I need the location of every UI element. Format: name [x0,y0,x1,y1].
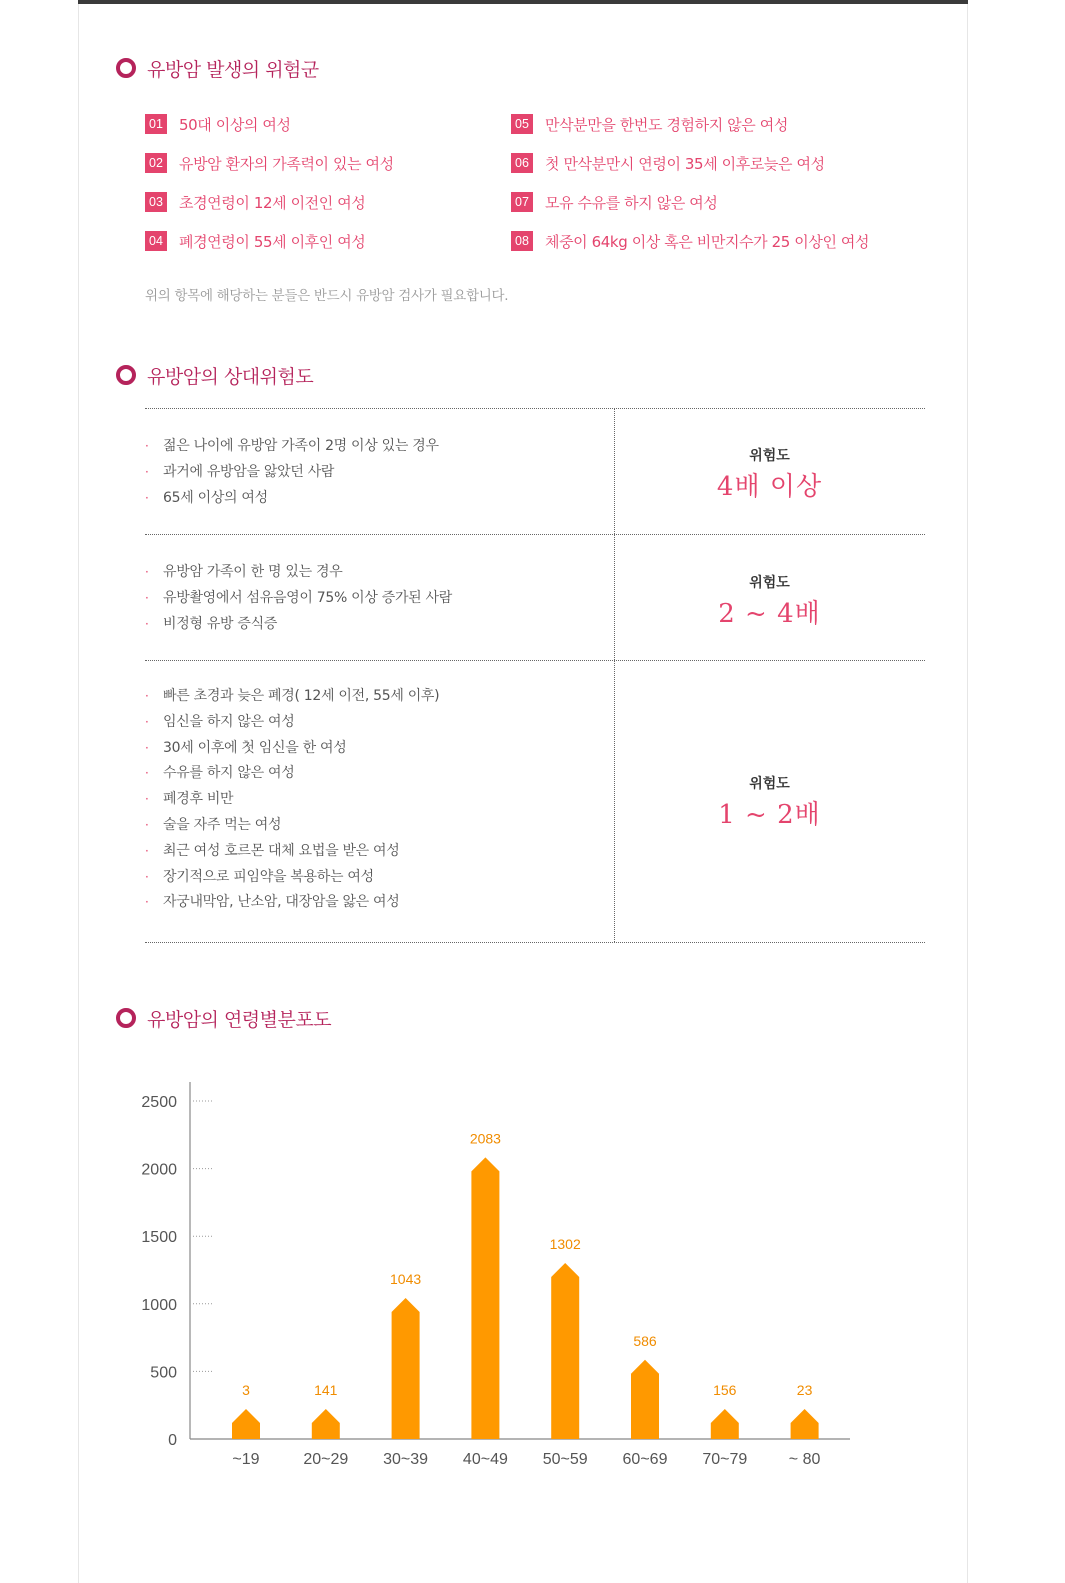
ring-bullet-icon [116,58,136,78]
bar [471,1157,499,1439]
risk-level [614,572,925,630]
y-tick-label: 0 [168,1432,177,1449]
ring-bullet-icon [116,365,136,385]
bar [232,1409,260,1439]
x-tick-label: 40~49 [462,1451,508,1468]
risk-factor-text: 젊은 나이에 유방암 가족이 2명 이상 있는 경우 [163,438,439,454]
x-tick-label: 20~29 [303,1451,349,1468]
risk-group-text: 모유 수유를 하지 않은 여성 [545,193,718,212]
section-title-age-distribution [116,1005,331,1031]
risk-group-number: 04 [145,231,167,251]
risk-level [614,773,925,831]
risk-level-value: 4배 이상 [716,472,823,502]
risk-factor-text: 임신을 하지 않은 여성 [163,713,295,730]
risk-group-item [145,230,365,252]
risk-factor-item [145,560,452,586]
top-bar [78,0,968,4]
x-tick-label: ~ 80 [788,1451,821,1468]
risk-level [614,445,925,503]
bar [312,1409,340,1439]
risk-factor-item [145,434,439,460]
risk-factor-list [145,684,439,916]
bullet-icon: · [145,895,149,910]
bullet-icon: · [145,616,149,631]
data-label: 3 [242,1382,250,1398]
risk-factor-text: 비정형 유방 증식증 [163,615,278,632]
risk-factor-item [145,684,439,710]
bullet-icon: · [145,792,149,807]
risk-factor-item [145,486,439,512]
risk-group-item [145,113,291,135]
risk-group-text: 첫 만삭분만시 연령이 35세 이후로늦은 여성 [545,154,825,173]
section-title-text: 유방암의 연령별분포도 [147,1008,332,1031]
risk-factor-item [145,865,439,891]
risk-group-number: 07 [511,192,533,212]
bullet-icon: · [145,869,149,884]
risk-group-number: 08 [511,231,533,251]
bar [711,1409,739,1439]
bullet-icon: · [145,490,149,505]
risk-group-number: 02 [145,153,167,173]
section-title-text: 유방암 발생의 위험군 [147,58,319,81]
bar [392,1298,420,1439]
risk-group-text: 체중이 64kg 이상 혹은 비만지수가 25 이상인 여성 [545,232,870,251]
bar [551,1263,579,1439]
risk-group-number: 06 [511,153,533,173]
data-label: 586 [633,1332,657,1349]
dotted-divider [145,408,925,409]
risk-factor-item [145,787,439,813]
risk-group-number: 03 [145,192,167,212]
risk-factor-item [145,612,452,638]
age-distribution-chart [120,1070,880,1490]
risk-group-text: 초경연령이 12세 이전인 여성 [179,193,366,212]
dotted-divider [145,534,925,535]
risk-group-item [511,191,717,213]
y-tick-label: 2000 [141,1161,177,1179]
bullet-icon: · [145,740,149,755]
risk-level-value: 2 ~ 4배 [718,599,821,629]
risk-factor-text: 수유를 하지 않은 여성 [163,765,295,782]
risk-group-item [511,152,825,174]
risk-factor-text: 30세 이후에 첫 임신을 한 여성 [163,739,347,756]
risk-level-label: 위험도 [749,575,790,591]
bar [631,1360,659,1439]
bullet-icon: · [145,439,149,453]
risk-group-text: 유방암 환자의 가족력이 있는 여성 [179,154,394,173]
y-tick-label: 2500 [141,1094,177,1111]
risk-factor-text: 유방암 가족이 한 명 있는 경우 [163,564,343,580]
section-title-text: 유방암의 상대위험도 [147,365,314,388]
ring-bullet-icon [116,1008,136,1028]
risk-factor-item [145,890,439,916]
bullet-icon: · [145,464,149,479]
data-label: 23 [796,1382,813,1398]
data-label: 1302 [549,1235,581,1252]
dotted-divider [145,660,925,661]
risk-level-value: 1 ~ 2배 [718,800,821,830]
y-tick-label: 1500 [141,1229,177,1247]
section-title-relative-risk [116,362,313,388]
data-label: 156 [713,1382,737,1398]
data-label: 141 [314,1382,338,1398]
risk-factor-text: 65세 이상의 여성 [163,489,268,506]
x-tick-label: ~19 [232,1451,260,1468]
risk-note: 위의 항목에 해당하는 분들은 반드시 유방암 검사가 필요합니다. [145,288,509,304]
x-tick-label: 60~69 [622,1451,668,1468]
risk-group-text: 50대 이상의 여성 [179,115,291,134]
risk-factor-item [145,813,439,839]
data-label: 1043 [390,1270,422,1287]
risk-group-text: 폐경연령이 55세 이후인 여성 [179,232,366,251]
bullet-icon: · [145,565,149,579]
risk-factor-text: 장기적으로 피임약을 복용하는 여성 [163,868,374,885]
risk-factor-list [145,434,439,511]
dotted-divider [145,942,925,943]
risk-group-number: 05 [511,114,533,134]
x-tick-label: 50~59 [542,1451,588,1468]
risk-factor-item [145,460,439,486]
data-label: 2083 [469,1130,501,1147]
bar [791,1409,819,1439]
bullet-icon: · [145,817,149,832]
risk-level-label: 위험도 [749,776,790,792]
risk-factor-text: 과거에 유방암을 앓았던 사람 [163,463,335,480]
risk-factor-item [145,761,439,787]
x-tick-label: 70~79 [702,1451,748,1468]
risk-factor-item [145,710,439,736]
risk-factor-list [145,560,452,637]
risk-group-item [145,191,365,213]
risk-level-label: 위험도 [749,448,790,464]
section-title-risk-group [116,55,319,81]
bullet-icon: · [145,689,149,703]
risk-factor-text: 최근 여성 호르몬 대체 요법을 받은 여성 [163,842,400,859]
risk-group-item [511,113,788,135]
bullet-icon: · [145,714,149,729]
risk-factor-text: 술을 자주 먹는 여성 [163,816,282,833]
risk-group-number: 01 [145,114,167,134]
risk-group-item [145,152,394,174]
risk-factor-item [145,839,439,865]
bullet-icon: · [145,590,149,605]
risk-factor-item [145,586,452,612]
risk-factor-text: 폐경후 비만 [163,791,234,808]
bullet-icon: · [145,766,149,781]
risk-factor-text: 유방촬영에서 섬유음영이 75% 이상 증가된 사람 [163,589,452,606]
risk-factor-item [145,736,439,762]
risk-factor-text: 빠른 초경과 늦은 폐경( 12세 이전, 55세 이후) [163,688,440,704]
risk-group-item [511,230,869,252]
risk-group-text: 만삭분만을 한번도 경험하지 않은 여성 [545,115,788,134]
y-tick-label: 1000 [141,1296,177,1314]
x-tick-label: 30~39 [383,1451,429,1468]
bullet-icon: · [145,843,149,858]
risk-factor-text: 자궁내막암, 난소암, 대장암을 앓은 여성 [163,894,400,911]
y-tick-label: 500 [150,1364,177,1382]
